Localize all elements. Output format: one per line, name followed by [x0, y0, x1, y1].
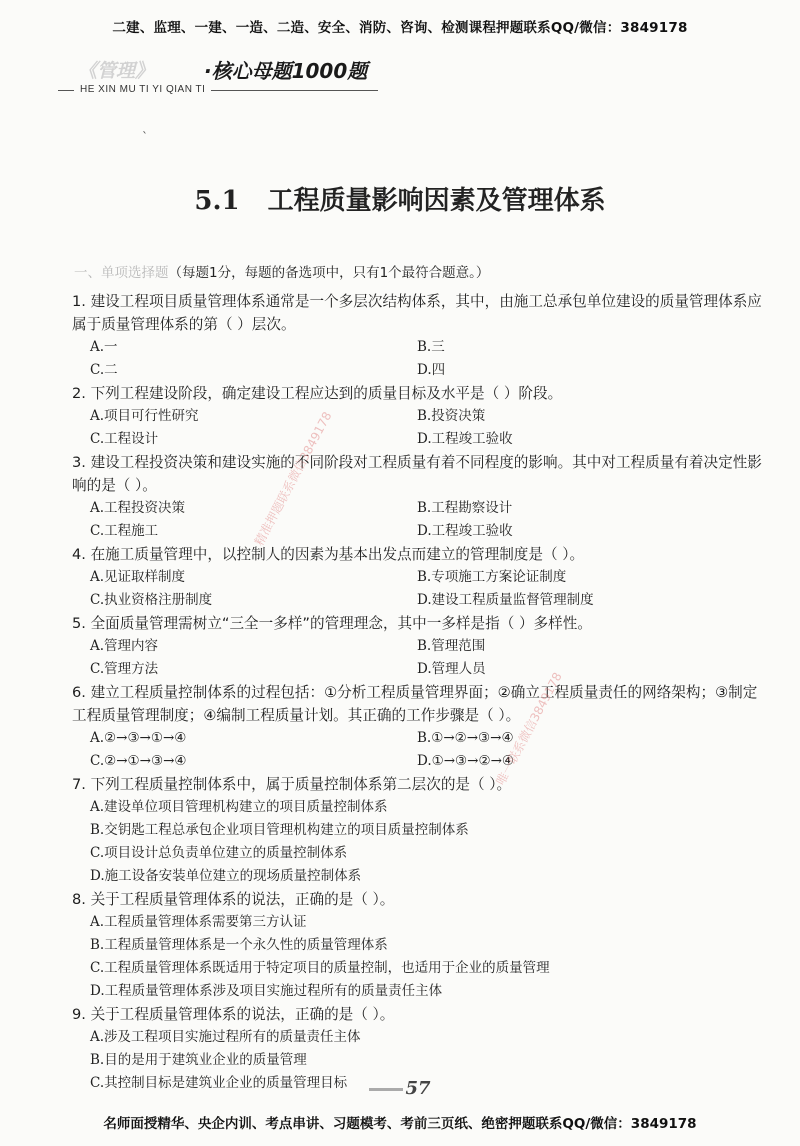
- option-b: B.管理范围: [417, 638, 486, 654]
- option-group: [72, 635, 762, 681]
- question-type-instruction: [74, 261, 489, 281]
- top-contact-banner: 二建、监理、一建、一造、二造、安全、消防、咨询、检测课程押题联系QQ/微信：3849178: [112, 20, 688, 36]
- question-type-note: （每题1分，每题的备选项中，只有1个最符合题意。）: [168, 265, 490, 281]
- option-a: A.一: [90, 339, 118, 355]
- bottom-contact-banner: 名师面授精华、央企内训、考点串讲、习题模考、考前三页纸、绝密押题联系QQ/微信：3849178: [103, 1116, 697, 1132]
- question-item: [72, 681, 762, 773]
- option-b: B.工程质量管理体系是一个永久性的质量管理体系: [90, 937, 388, 953]
- book-series-title: ·核心母题1000题: [204, 59, 368, 83]
- option-group: [72, 497, 762, 543]
- option-c: C.工程质量管理体系既适用于特定项目的质量控制，也适用于企业的质量管理: [90, 960, 550, 976]
- question-stem: 9. 关于工程质量管理体系的说法，正确的是（ ）。: [72, 1006, 395, 1023]
- option-b: B.专项施工方案论证制度: [417, 569, 567, 585]
- question-list: [72, 290, 762, 1095]
- option-c: C.执业资格注册制度: [90, 592, 213, 608]
- question-stem: 4. 在施工质量管理中，以控制人的因素为基本出发点而建立的管理制度是（ ）。: [72, 546, 585, 563]
- option-d: D.施工设备安装单位建立的现场质量控制体系: [90, 868, 362, 884]
- question-stem: 2. 下列工程建设阶段，确定建设工程应达到的质量目标及水平是（ ）阶段。: [72, 385, 563, 402]
- question-item: [72, 382, 762, 451]
- option-group: [72, 566, 762, 612]
- option-c: C.工程施工: [90, 523, 159, 539]
- option-group: [72, 911, 762, 1003]
- question-item: [72, 290, 762, 382]
- question-stem: 6. 建立工程质量控制体系的过程包括：①分析工程质量管理界面；②确立工程质量责任的网络架构；③制定工程质量管理制度；④编制工程质量计划。其正确的工作步骤是（ ）。: [72, 684, 758, 724]
- option-d: D.工程竣工验收: [417, 523, 513, 539]
- option-a: A.项目可行性研究: [90, 408, 199, 424]
- option-d: D.四: [417, 362, 446, 378]
- question-item: [72, 888, 762, 1003]
- option-group: [72, 336, 762, 382]
- option-d: D.①→③→②→④: [417, 753, 514, 769]
- option-group: [72, 796, 762, 888]
- option-a: A.②→③→①→④: [90, 730, 187, 746]
- option-b: B.投资决策: [417, 408, 486, 424]
- page-number: [0, 1078, 800, 1099]
- option-d: D.工程质量管理体系涉及项目实施过程所有的质量责任主体: [90, 983, 443, 999]
- section-title-text: 工程质量影响因素及管理体系: [267, 186, 606, 216]
- option-c: C.项目设计总负责单位建立的质量控制体系: [90, 845, 348, 861]
- option-b: B.①→②→③→④: [417, 730, 514, 746]
- section-heading: [0, 180, 800, 217]
- question-item: [72, 451, 762, 543]
- option-a: A.建设单位项目管理机构建立的项目质量控制体系: [90, 799, 388, 815]
- option-b: B.工程勘察设计: [417, 500, 513, 516]
- option-group: [72, 405, 762, 451]
- option-d: D.建设工程质量监督管理制度: [417, 592, 594, 608]
- question-type-label: 一、单项选择题: [74, 265, 169, 281]
- option-d: D.管理人员: [417, 661, 486, 677]
- option-a: A.工程投资决策: [90, 500, 186, 516]
- option-b: B.目的是用于建筑业企业的质量管理: [90, 1052, 307, 1068]
- option-a: A.管理内容: [90, 638, 159, 654]
- option-a: A.见证取样制度: [90, 569, 186, 585]
- option-a: A.工程质量管理体系需要第三方认证: [90, 914, 307, 930]
- section-number: 5.1: [194, 186, 240, 216]
- question-stem: 5. 全面质量管理需树立“三全一多样”的管理理念，其中一多样是指（ ）多样性。: [72, 615, 592, 632]
- option-c: C.管理方法: [90, 661, 159, 677]
- page-number-text: 57: [405, 1078, 431, 1099]
- option-group: [72, 727, 762, 773]
- question-stem: 1. 建设工程项目质量管理体系通常是一个多层次结构体系，其中，由施工总承包单位建设的质量管理体系应属于质量管理体系的第（ ）层次。: [72, 293, 762, 333]
- question-stem: 8. 关于工程质量管理体系的说法，正确的是（ ）。: [72, 891, 395, 908]
- question-stem: 7. 下列工程质量控制体系中，属于质量控制体系第二层次的是（ ）。: [72, 776, 512, 793]
- page-number-ornament: [369, 1088, 403, 1091]
- option-c: C.②→①→③→④: [90, 753, 187, 769]
- question-stem: 3. 建设工程投资决策和建设实施的不同阶段对工程质量有着不同程度的影响。其中对工程质量有着决定性影响的是（ ）。: [72, 454, 762, 494]
- option-d: D.工程竣工验收: [417, 431, 513, 447]
- book-category-label: 《管理》: [78, 60, 155, 82]
- option-a: A.涉及工程项目实施过程所有的质量责任主体: [90, 1029, 361, 1045]
- option-b: B.三: [417, 339, 445, 355]
- question-item: [72, 543, 762, 612]
- option-c: C.工程设计: [90, 431, 159, 447]
- watermark: 精准押题联系微信3849178: [251, 409, 335, 549]
- stray-mark: `: [142, 130, 148, 144]
- option-b: B.交钥匙工程总承包企业项目管理机构建立的项目质量控制体系: [90, 822, 469, 838]
- question-item: [72, 773, 762, 888]
- question-item: [72, 612, 762, 681]
- watermark: 唯一联系微信3849178: [493, 670, 565, 788]
- option-c: C.二: [90, 362, 118, 378]
- book-pinyin-subtitle: HE XIN MU TI YI QIAN TI: [74, 84, 211, 95]
- option-c: C.其控制目标是建筑业企业的质量管理目标: [90, 1075, 348, 1091]
